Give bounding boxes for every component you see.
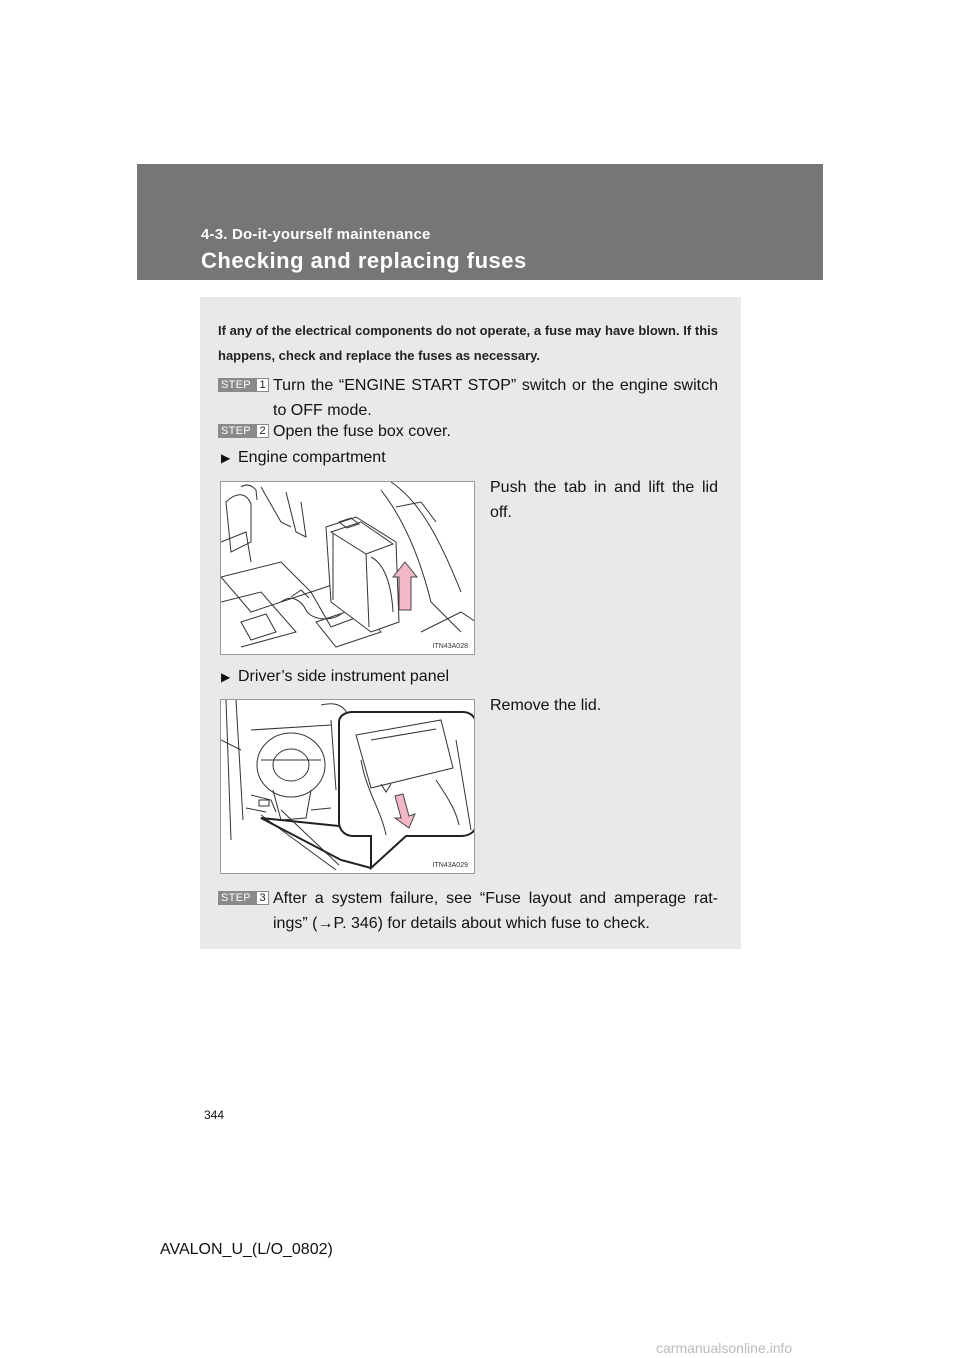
engine-instruction: Push the tab in and lift the lid off.	[490, 479, 718, 521]
illustration-code: ITN43A028	[432, 643, 468, 650]
triangle-bullet-icon: ▶	[221, 670, 231, 684]
location-engine-compartment	[221, 448, 386, 468]
step-1-text: Turn the “ENGINE START STOP” switch or the engine switch to OFF mode.	[273, 377, 718, 419]
document-code: AVALON_U_(L/O_0802)	[160, 1241, 333, 1258]
step-2-text: Open the fuse box cover.	[273, 423, 451, 440]
page-title: Checking and replacing fuses	[201, 248, 527, 273]
step-badge-number: 3	[256, 891, 269, 905]
watermark: carmanualsonline.info	[656, 1340, 793, 1356]
fuse-box-engine-illustration-icon	[221, 482, 475, 655]
step-badge-number: 1	[256, 378, 269, 392]
step-badge-label: STEP	[221, 425, 251, 437]
location-title: Driver’s side instrument panel	[238, 668, 450, 685]
step-badge	[218, 424, 269, 438]
fuse-box-panel-illustration-icon	[221, 700, 475, 874]
engine-fuse-box-illustration	[220, 481, 475, 655]
section-label: 4-3. Do-it-yourself maintenance	[201, 226, 431, 243]
step-badge-label: STEP	[221, 892, 251, 904]
illustration-code: ITN43A029	[432, 862, 468, 869]
step-badge-label: STEP	[221, 379, 251, 391]
step-badge	[218, 891, 269, 905]
panel-fuse-box-illustration	[220, 699, 475, 874]
location-title: Engine compartment	[238, 449, 386, 466]
page-number: 344	[204, 1108, 225, 1122]
location-instrument-panel	[221, 667, 449, 687]
triangle-bullet-icon: ▶	[221, 451, 231, 465]
intro-text: If any of the electrical components do not operate, a fuse may have blown. If this happens, check and replace the fuses as necessary.	[218, 323, 718, 363]
step-badge-number: 2	[256, 424, 269, 438]
step-badge	[218, 378, 269, 392]
header-band	[137, 164, 823, 280]
step-3-text: After a system failure, see “Fuse layout and amperage rat-ings” (→P. 346) for details about which fuse to check.	[273, 890, 718, 932]
panel-instruction: Remove the lid.	[490, 697, 602, 714]
content-box	[200, 297, 741, 949]
